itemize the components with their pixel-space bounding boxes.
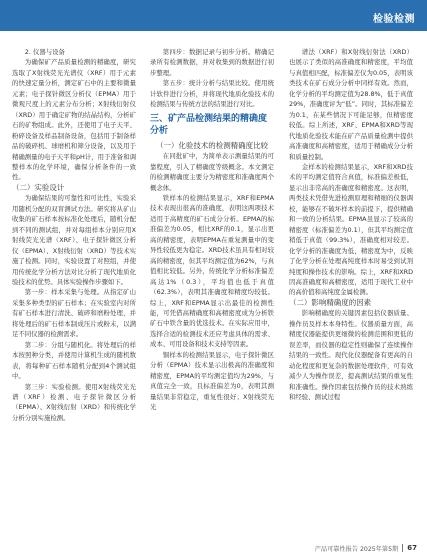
text-column-2 [150, 47, 274, 537]
page-number: 67 [407, 544, 417, 552]
body-paragraph: 铜样本的检测结果显示，电子探针微区分析（EPMA）技术显示出极高的准确度和精密度，EPMA的平均测定值均为29%，与真值完全一致，且标准偏差为0，表明其测量结果非常稳定，重复性很好；X射线荧光光 [150, 350, 274, 412]
subsection-heading: （二）实验设计 [12, 182, 65, 192]
subsection-heading: （二）影响精确度的因素 [289, 297, 372, 307]
body-paragraph: 第一步：样本采集与处理。从指定矿山采集多种类型的矿石样本；在实验室内对所有矿石样本进行清洗、破碎和磨粉处理，并将处理后的矿石样本制成压片或粉末，以满足不同仪器的检测需求。 [12, 288, 136, 339]
body-paragraph: 为确保结果的可靠性和可比性，实验采用随机分配的双盲测试方法。研究将从矿山收集的矿石样本按标准化处理后，随机分配到不同的测试组，并对每组样本分别应用X射线荧光光谱（XRF）、电子探针微区分析仪（EPMA）、X射线衍射（XRD）等技术实施了检测。同时，实验设置了对照组，并使用传统化学分析方法对比分析了现代地质化验技术的优势。具体实验操作步骤如下。 [12, 194, 136, 286]
subsection-heading: （一）化验技术的检测精确度比较 [155, 140, 269, 150]
body-paragraph: 第五步：统计分析与结果比较。使用统计软件进行分析，并将现代地质化验技术的检测结果与传统方法的结果进行对比。 [150, 79, 274, 109]
section-title: 检验检测 [373, 14, 415, 25]
body-paragraph: 金样本的检测结果显示，XRF和XRD技术的平均测定值符合真值，标准偏差极低，显示出非常高的准确度和精密度。这表明，两类技术凭借先进检测原理和精细的仪器调校，能够在不破坏样本的前提下，提供精确和一致的分析结果。EPMA虽显示了较高的精密度（标准偏差为0.1），但其平均测定值稍低于真值（99.3%），准确度相对较差。化学分析的准确度为低，精密度为中，反映了化学分析在处理高纯度样本时易受到试剂纯度和操作技术的影响。综上，XRF和XRD因高准确度和高精密度，适用于现代工业中的高价值和高纯度金属检测。 [289, 162, 413, 297]
body-paragraph: 影响精确度的关键因素包括仪器质量、操作员及样本本身特性。仪器质量方面，高精度仪器能提供更细微的检测范围和更低的误差率，而仪器的稳定性则确保了连续操作结果的一致性。现代化仪器配备有更高的自动化程度和更复杂的数据处理软件，可有效减少人为操作误差，提高测试结果的重复性和准确性。操作因素包括操作员的技术熟练和经验、测试过程 [289, 309, 413, 401]
body-paragraph: 谱法（XRF）和X射线衍射法（XRD）也展示了类似的高准确度和精密度，平均值与真值相匹配，标准偏差仅为0.05，表明该类技术在矿石成分分析中同样有效。然而，化学分析的平均测定值为28.8%，低于真值29%，准确度评为“低”。同时，其标准偏差为0.1，在某些情况下可能足够，但精密度较低。综上所述，XRF、EPMA和XRD等现代地质化验技术能在矿产品质量检测中提供高准确度和高精密度，适用于精确成分分析和质量控制。 [289, 48, 413, 161]
journal-name: 产品可靠性报告 2025年第5期 [314, 545, 399, 553]
text-column-1 [12, 47, 136, 537]
body-paragraph: 第四步：数据记录与初步分析。精确记录所有检测数据，并对收集到的数据进行初步整理。 [150, 48, 274, 77]
body-paragraph: 铁样本的检测结果显示，XRF和EPMA技术表现出很高的准确度，表明这两项技术适用于高精度的矿石成分分析。EPMA的标准偏差为0.05，相比XRF的0.1，显示出更高的精密度，表明EPMA在重复测量中的变异性较低更为稳定。XRD技术虽具有相对较高的精密度，但其平均测定值为62%，与真值相比较低。另外，传统化学分析标准偏差高达1%（0.3），平均值也低于真值（62.3%），表明其准确度和精度均较低。综上，XRF和EPMA显示出最佳的检测性能，可凭借高精确度和高精密度成为分析铁矿石中铁含量的优选技术。在实际应用中，选择合适的检测技术还应考虑具体的需求、成本、可用设备和技术支持等因素。 [150, 193, 274, 349]
footer-divider [402, 544, 403, 552]
body-paragraph: 2. 仪器与设备 [24, 48, 65, 56]
body-paragraph: 在同批矿中，为简单表示测量结果的可靠程度，引入了精确度等级概念。本文测定的检测精确度主要分为精密度和准确度两个概念体。 [150, 152, 274, 192]
section-heading: 三、矿产品检测结果的精确度分析 [150, 113, 268, 137]
text-column-3 [289, 47, 413, 537]
body-paragraph: 第二步：分组与随机化。将处理后的样本按照种分类，并使用计算机生成的随机数表，将每种矿石样本随机分配到4个测试组中。 [12, 340, 136, 381]
header-band [0, 0, 427, 31]
page-footer [315, 542, 417, 554]
body-paragraph: 为确保矿产品质量检测的精确度，研究选取了X射线荧光光谱仪（XRF）用于元素的快速定量分析，测定矿石中的主要和微量元素；电子探针微区分析仪（EPMA）用于微观尺度上的元素分布分析；X射线衍射仪（XRD）用于确定矿物的结晶结构，分析矿石的矿物组成。此外，还使用了电子天平、粉碎设备及样品制备设备，包括用于制备样品的破碎机、球磨机和筛分设备，以及用于精确测量的电子天平和pH计，用于准备和调整样本的化学环境，确保分析条件的一致性。 [12, 58, 136, 182]
body-paragraph: 第三步：实验检测。使用X射线荧光光谱（XRF）检测、电子探针微区分析（EPMA）、X射线衍射（XRD）和传统化学分析分别实施检测。 [12, 382, 136, 422]
